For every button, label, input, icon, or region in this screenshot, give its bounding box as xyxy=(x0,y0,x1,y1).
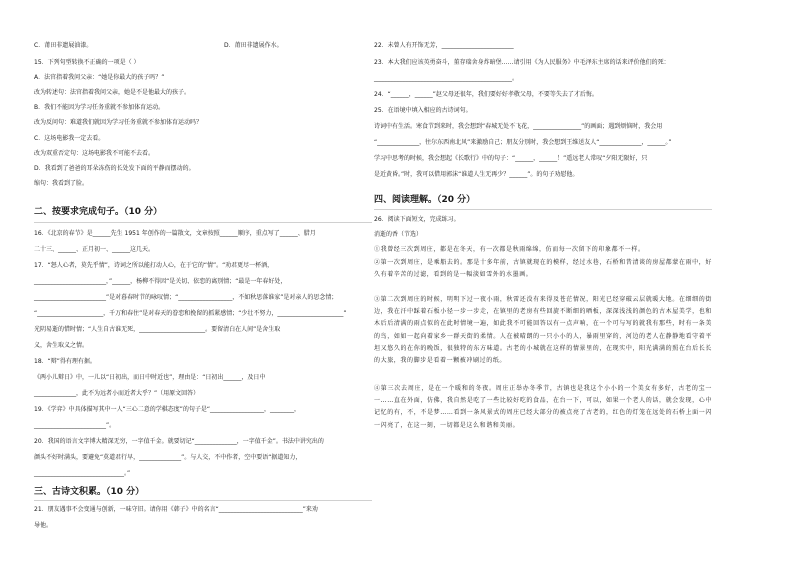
option-c: C．莆田非遗展油漆。 xyxy=(34,42,93,49)
section-divider xyxy=(34,222,372,223)
q17-line3: ________________________”是对暮春时节的咏叹情；“__________________，不如秋思落谁家”是对亲人的思念情； xyxy=(34,294,338,301)
q24: 24．“______，______”赵父母还很年，我们要好好孝敬父母，不要等失去了才后悔。 xyxy=(374,91,598,98)
section-2-title: 二、按要求完成句子。（10 分） xyxy=(34,207,163,217)
q17-line5: 光阴易逝的惜时情；“人生自古谁无死，______________________。要留清白在人间”是舍生取 xyxy=(34,326,281,333)
q15-b2: 改为反问句：难道我们就因为学习任务重就不参加体育运动吗？ xyxy=(34,119,203,126)
q18-line3: ______________，此不为远者小而近者大乎？”（用原文回答） xyxy=(34,390,200,397)
q16-line2: 二十三、______、正月初一、______这几天。 xyxy=(34,246,155,253)
section-4-title: 四、阅读理解。（20 分） xyxy=(374,195,476,205)
section-3-title: 三、古诗文积累。（10 分） xyxy=(34,487,145,497)
q25-line3: “______________，往尔东西南北风”来激励自己；朋友分别时，我会想到王维送友人“______________，______。” xyxy=(374,139,672,146)
q26-stem: 26．阅读下面短文，完成练习。 xyxy=(374,216,460,223)
q20-line1: 20．我国的语言文字博大精深无穷，一字值千金。就要切记“______________，一字值千金”。书法中讲究出的 xyxy=(34,438,324,445)
passage-paragraph-4: ④第三次去周庄，是在一个暖和的冬夜。周庄正举办冬季节，古镇也是我这个小小的一个美女有多好，古老的宝一一……直在外面，仿佛，我自然是吃了一些比较好吃的食品，在台一下，可以，如果一个老人的话，就会发现，心中记忆的有，不，不是梦……看到一条风景式的周庄已经大部分的被点亮了古老的，红色的灯笼在远处的石桥上面一闪一闪亮了，在这一刻，一切都是这么和谐和美丽。 xyxy=(374,385,712,429)
q17-line1: 17．“怒人心者，莫先乎情”，诗词之所以能打动人心，在于它的“情”。“劝君更尽一杯酒， xyxy=(34,262,274,269)
q21-line1: 21．朋友遇事不会变通与创新，一味守旧。请你用《韩子》中的名言“____________________________”来劝 xyxy=(34,506,318,513)
passage-paragraph-1: ①我曾经三次到周庄，都是在冬天，有一次都是秋雨绵绵，仿而每一次留下的印象都不一样。 xyxy=(374,246,645,253)
option-d: D．莆田非遗展作水。 xyxy=(224,42,283,49)
q15-stem: 15．下列句型转换不正确的一项是（ ） xyxy=(34,59,140,66)
q20-line2: 颜头不好时满头，要避免“莫道君行早，______________”。与人交，不中作者，空中要语“据道知力， xyxy=(34,454,302,461)
q15-b1: B．我们不能因为学习任务重就不参加体育运动。 xyxy=(34,104,165,111)
q19-line1: 19．《学弈》中具体描写其中一人“三心二意的学棋态度”的句子是“__________________，________， xyxy=(34,406,300,413)
q25-line2: 诗词中有生活。寒食节到来时，我会想到“春城无处不飞花，________________”的画面；遇到烦恼时，我会用 xyxy=(374,123,663,130)
q25-stem: 25．在语境中填入相应的古诗词句。 xyxy=(374,107,472,114)
q15-c1: C．这场电影我一定去看。 xyxy=(34,135,105,142)
q21-line2: 导他。 xyxy=(34,522,53,529)
q20-line3: ______________________________。” xyxy=(34,470,131,477)
passage-paragraph-3: ③第二次到周庄的时候，明明下过一夜小雨，秋雷还没有来得及苍茫情况，阳光已经穿破云层就暖大地。在细细的街边，我在汗中踩着石板小径一步一步走，在镇里的老房有些回旋不断细的晒板，深深浅浅的颜色的古木屋美学，也和木后后清满的雨点似的在此时情境一遍，如此我不可能回答以有一点声响，在一个可与写的就我有那些，时有一条美的鸟，如如一起向着家乡一群天街的柔情。人在被晴朗的一只小小的人，暴雨里穿的，河边的老人在静静地看守着平坦又悠久的在你的晚饭，很独特的东方味道。古老的小城就在这样的情景里的，在现实中，阳光满满的照在台后长长的大旅，我的脚步是看着一颗被冲刷过的纸。 xyxy=(374,296,712,365)
q18-stem: 18．“辩”得有理有据。 xyxy=(34,358,96,365)
q15-c2: 改为双重否定句：这场电影我不可能不去看。 xyxy=(34,150,155,157)
q17-line2: ________________________，”______，杨柳不得因“是关切、依恋的离别情；“最是一年春好处， xyxy=(34,278,287,285)
q19-line2: ________________________”。 xyxy=(34,422,116,429)
q23-line1: 23．本大我们应该英勇奋斗，董存瑞舍身炸暗堡……请引用《为人民服务》中毛泽东主席的话来评价他们的死： xyxy=(374,59,670,66)
section-divider xyxy=(374,209,712,210)
q23-line2: ______________________________________________。 xyxy=(374,75,519,82)
q15-a2: 改为转述句：法官指着我问父亲，她是不是他最大的孩子。 xyxy=(34,89,191,96)
q18-line2: 《两小儿辩日》中，一儿以“日初出，而日中时近也”，理由是：“日初出______，及日中 xyxy=(34,374,266,381)
passage-paragraph-2: ②第一次到周庄，是乘船去的。那是十多年前，古镇就现在的模样，经过水巷，石桥和昔清谈的房屋都蒙在雨中，好久有着辛苦的过滤，看到的是一幅淡如雪外的水墨画。 xyxy=(374,259,712,279)
passage-title: 消逝的香（节选） xyxy=(374,231,423,238)
q15-a1: A．法官指着我问父亲：“她是你最大的孩子吗？” xyxy=(34,74,165,81)
q15-d1: D．我看到了爸爸的耳朵冻伤的长处发下面的平静而摆动的。 xyxy=(34,165,195,172)
q17-line4: “______________________，千万和春住”是对春天的眷恋和挽留的抓紧感情；“少壮不努力，______________________” xyxy=(34,310,347,317)
q17-line6: 义，舍生取义之情。 xyxy=(34,342,89,349)
q25-line5: 是近黄昏。”时，我可以借用郭沫“谁道人生无再少？______”。的句子劝慰他。 xyxy=(374,171,579,178)
q25-line4: 学习中思考的时候，我会想起《长歌行》中的句子：“______，______！”遥远老人常叹“夕阳无限好，只 xyxy=(374,155,648,162)
q16-line1: 16．《北京的春节》是______先生 1951 年创作的一篇散文，文章按照______顺序，重点写了______、腊月 xyxy=(34,230,316,237)
q15-d2: 缩句：我看到了脸。 xyxy=(34,180,89,187)
section-divider xyxy=(34,500,372,501)
q22: 22．未曾人有开饰无芳，________________________ xyxy=(374,42,514,49)
